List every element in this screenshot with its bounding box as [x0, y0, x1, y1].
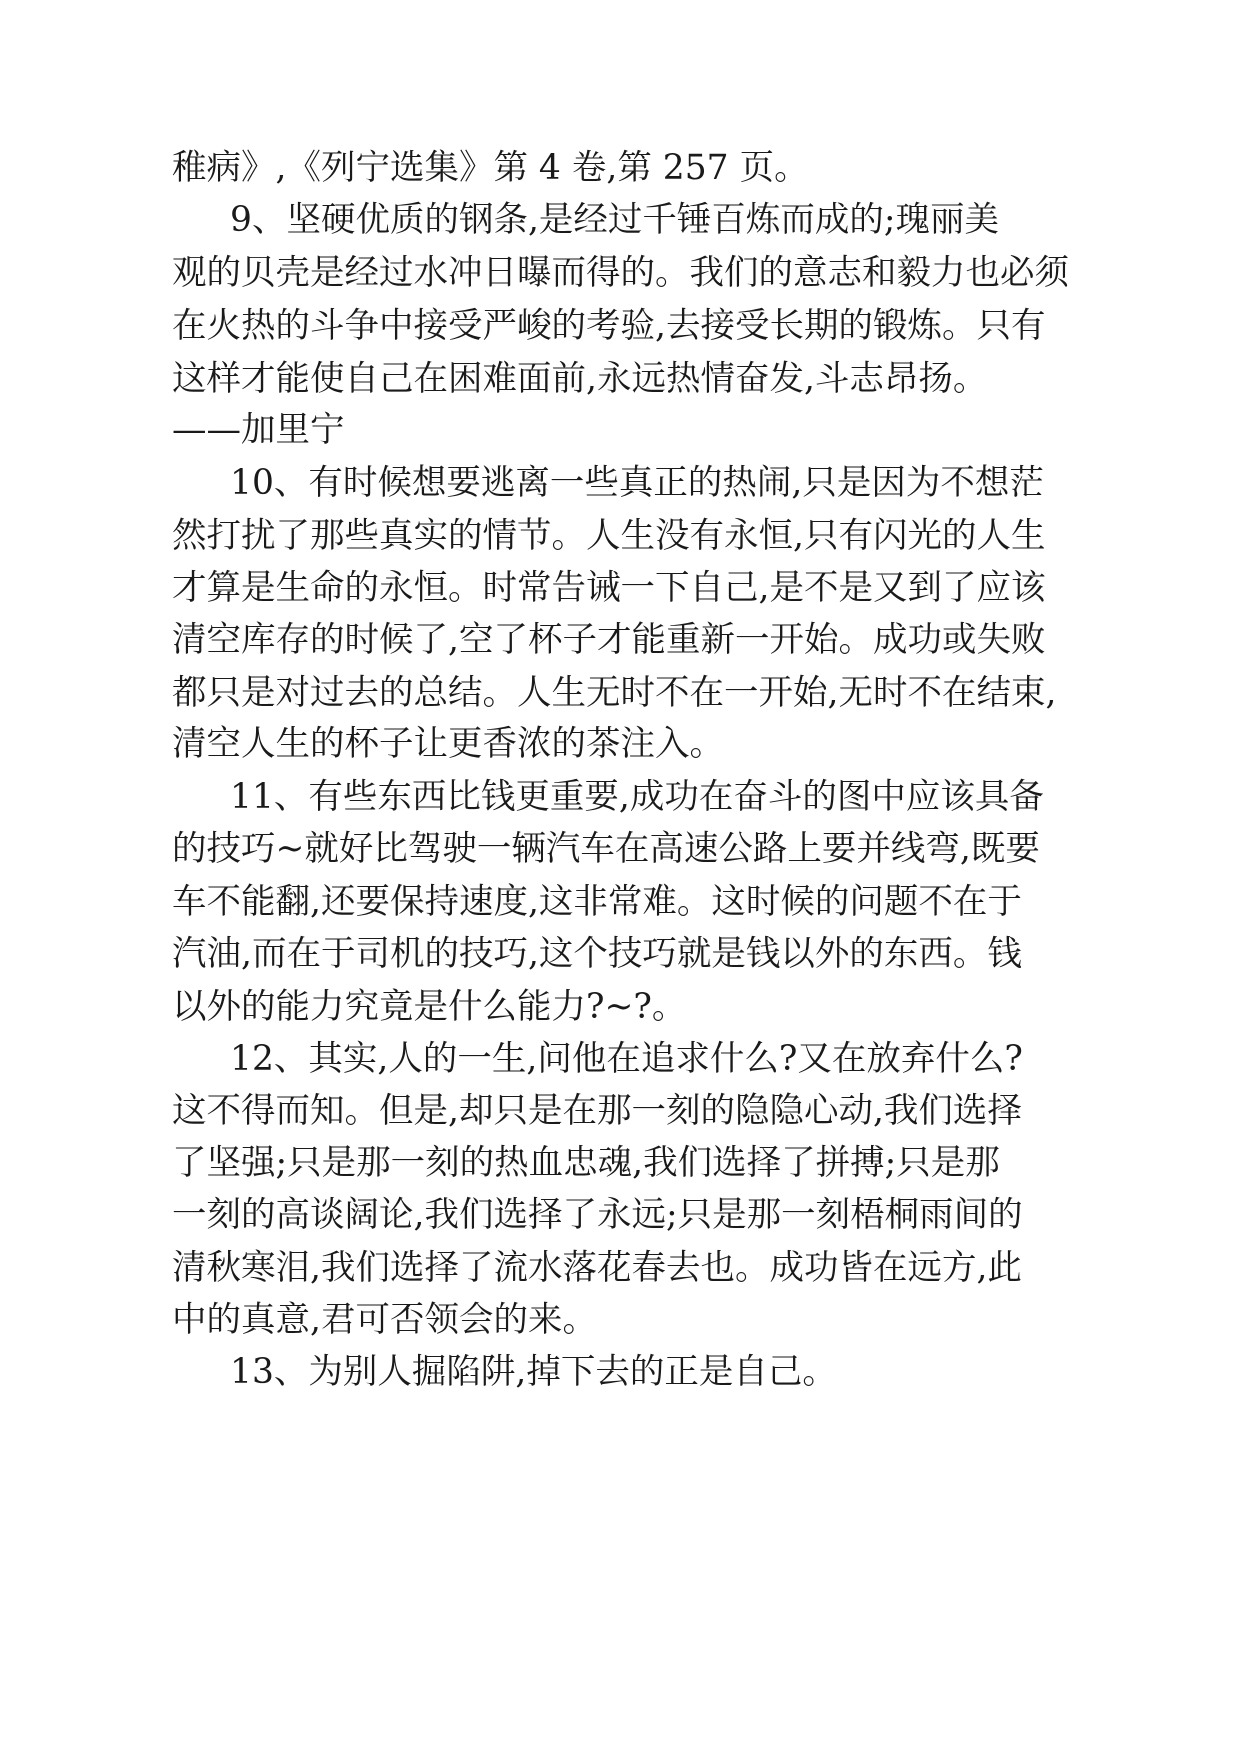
- paragraph-9-line: 观的贝壳是经过水冲日曝而得的。我们的意志和毅力也必须: [172, 253, 1069, 293]
- paragraph-9-line: 这样才能使自己在困难面前,永远热情奋发,斗志昂扬。: [172, 359, 988, 399]
- paragraph-12-line: 了坚强;只是那一刻的热血忠魂,我们选择了拼搏;只是那: [172, 1143, 1000, 1183]
- paragraph-11-line: 11、有些东西比钱更重要,成功在奋斗的图中应该具备: [230, 777, 1044, 817]
- paragraph-10-line: 清空库存的时候了,空了杯子才能重新一开始。成功或失败: [172, 620, 1046, 660]
- paragraph-12-line: 12、其实,人的一生,问他在追求什么?又在放弃什么?: [230, 1039, 1023, 1079]
- text-line: 稚病》,《列宁选集》第 4 卷,第 257 页。: [172, 148, 809, 188]
- paragraph-12-line: 一刻的高谈阔论,我们选择了永远;只是那一刻梧桐雨间的: [172, 1195, 1023, 1235]
- paragraph-11-line: 汽油,而在于司机的技巧,这个技巧就是钱以外的东西。钱: [172, 934, 1022, 974]
- paragraph-12-line: 清秋寒泪,我们选择了流水落花春去也。成功皆在远方,此: [172, 1248, 1022, 1288]
- paragraph-10-line: 才算是生命的永恒。时常告诫一下自己,是不是又到了应该: [172, 568, 1046, 608]
- paragraph-10-line: 都只是对过去的总结。人生无时不在一开始,无时不在结束,: [172, 673, 1057, 713]
- paragraph-9-line: 9、坚硬优质的钢条,是经过千锤百炼而成的;瑰丽美: [230, 200, 1000, 240]
- paragraph-11-line: 以外的能力究竟是什么能力?~?。: [172, 987, 687, 1027]
- paragraph-9-attribution: ——加里宁: [172, 410, 345, 450]
- paragraph-11-line: 的技巧~就好比驾驶一辆汽车在高速公路上要并线弯,既要: [172, 829, 1040, 869]
- paragraph-11-line: 车不能翻,还要保持速度,这非常难。这时候的问题不在于: [172, 882, 1022, 922]
- paragraph-13-line: 13、为别人掘陷阱,掉下去的正是自己。: [230, 1352, 837, 1392]
- paragraph-12-line: 这不得而知。但是,却只是在那一刻的隐隐心动,我们选择: [172, 1091, 1022, 1131]
- paragraph-10-line: 清空人生的杯子让更香浓的茶注入。: [172, 724, 724, 764]
- paragraph-12-line: 中的真意,君可否领会的来。: [172, 1300, 597, 1340]
- paragraph-9-line: 在火热的斗争中接受严峻的考验,去接受长期的锻炼。只有: [172, 306, 1046, 346]
- paragraph-10-line: 10、有时候想要逃离一些真正的热闹,只是因为不想茫: [230, 463, 1044, 503]
- paragraph-10-line: 然打扰了那些真实的情节。人生没有永恒,只有闪光的人生: [172, 516, 1046, 556]
